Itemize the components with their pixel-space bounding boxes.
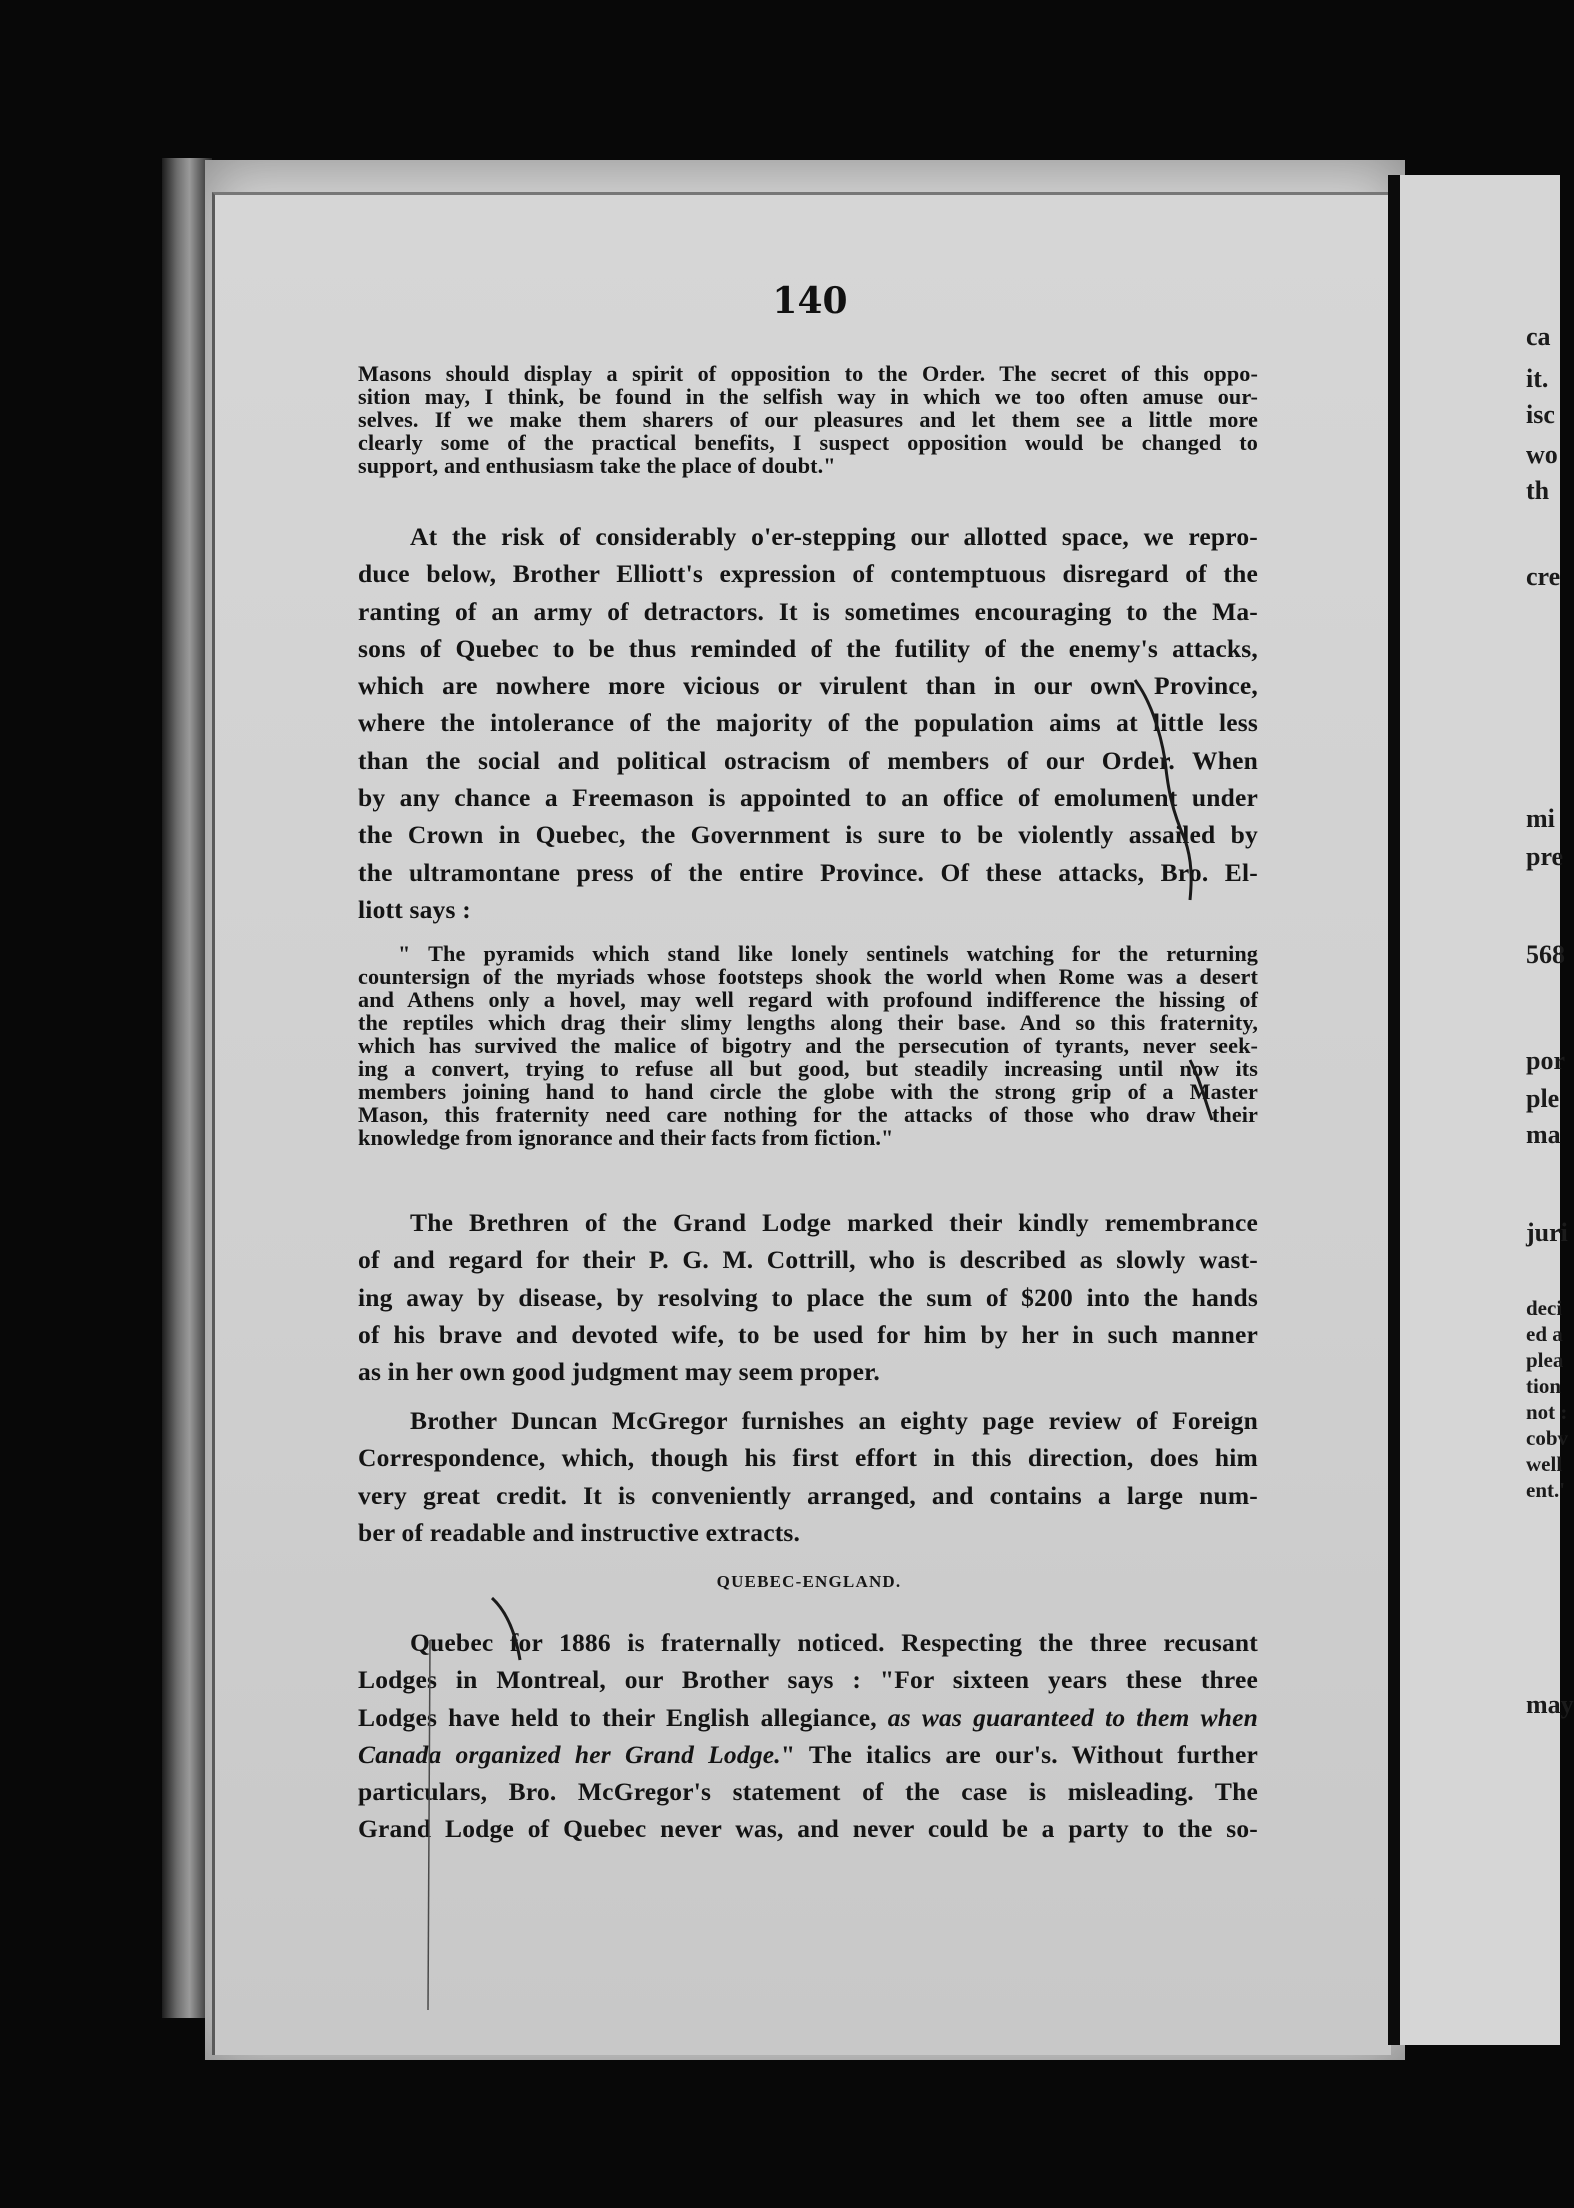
facing-page-fragment: cobv — [1526, 1426, 1568, 1450]
text-line: Correspondence, which, though his first effort in this direction, does him — [358, 1443, 1258, 1473]
text-line: The Brethren of the Grand Lodge marked their kindly remembrance — [410, 1208, 1258, 1237]
facing-page-fragment: isc — [1526, 400, 1555, 429]
text-line: than the social and political ostracism of members of our Order. When — [358, 745, 1258, 775]
text-line: which are nowhere more vicious or virulent than in our own Province, — [358, 671, 1258, 701]
facing-page-fragment: may — [1526, 1690, 1574, 1719]
text-line: particulars, Bro. McGregor's statement of the case is misleading. The — [358, 1777, 1258, 1807]
text-line: where the intolerance of the majority of the population aims at little less — [358, 708, 1258, 738]
text-line: Lodges in Montreal, our Brother says : "For sixteen years these three — [358, 1665, 1258, 1695]
text-line: knowledge from ignorance and their facts from fiction." — [358, 1125, 894, 1150]
facing-page-fragment: ma — [1526, 1120, 1561, 1149]
text-line: Brother Duncan McGregor furnishes an eighty page review of Foreign — [410, 1406, 1258, 1435]
facing-page-fragment: ca — [1526, 322, 1551, 351]
facing-page-fragment: ed a — [1526, 1322, 1563, 1346]
text-line: At the risk of considerably o'er-stepping our allotted space, we repro- — [410, 522, 1258, 551]
text-italic: Canada organized her Grand Lodge. — [358, 1739, 781, 1769]
text-line: duce below, Brother Elliott's expression of contemptuous disregard of the — [358, 559, 1258, 589]
text-roman: Lodges have held to their English allegiance, — [358, 1702, 888, 1732]
text-line: Mason, this fraternity need care nothing for the attacks of those who draw their — [358, 1102, 1258, 1127]
text-line: Quebec for 1886 is fraternally noticed. Respecting the three recusant — [410, 1628, 1258, 1657]
text-line: ranting of an army of detractors. It is sometimes encouraging to the Ma- — [358, 596, 1258, 626]
pencil-stroke — [1135, 680, 1191, 900]
facing-page-fragment: 568 — [1526, 940, 1565, 969]
pencil-stroke — [428, 1640, 430, 2010]
text-line: Masons should display a spirit of opposition to the Order. The secret of this oppo- — [358, 361, 1258, 386]
text-line: Grand Lodge of Quebec never was, and never could be a party to the so- — [358, 1814, 1258, 1844]
facing-page-fragment: not : — [1526, 1400, 1568, 1424]
text-line: as in her own good judgment may seem proper. — [358, 1357, 880, 1387]
facing-page-fragment: tion — [1526, 1374, 1562, 1398]
text-line: ing away by disease, by resolving to place the sum of $200 into the hands — [358, 1282, 1258, 1312]
text-line: very great credit. It is conveniently arranged, and contains a large num- — [358, 1480, 1258, 1510]
text-line: of and regard for their P. G. M. Cottrill, who is described as slowly wast- — [358, 1245, 1258, 1275]
page-number: 140 — [772, 280, 848, 322]
text-line: members joining hand to hand circle the globe with the strong grip of a Master — [358, 1079, 1258, 1104]
facing-page-fragment: ent.' — [1526, 1478, 1566, 1502]
text-roman: " The italics are our's. Without further — [780, 1739, 1258, 1769]
text-line: the reptiles which drag their slimy lengths along their base. And so this fraternity, — [358, 1010, 1258, 1035]
text-line: support, and enthusiasm take the place of doubt." — [358, 453, 836, 478]
text-line: liott says : — [358, 894, 471, 924]
text-line: selves. If we make them sharers of our pleasures and let them see a little more — [358, 407, 1258, 432]
facing-page-fragment: plea — [1526, 1348, 1564, 1372]
facing-page-fragment: cre — [1526, 562, 1561, 591]
facing-page-fragment: juri — [1526, 1218, 1568, 1247]
facing-page-fragment: mi — [1526, 804, 1555, 833]
text-italic: as was guaranteed to them when — [887, 1702, 1258, 1732]
facing-page-fragment: pre — [1526, 842, 1564, 871]
facing-page-fragment: th — [1526, 476, 1550, 505]
text-line: " The pyramids which stand like lonely sentinels watching for the returning — [398, 941, 1258, 966]
pencil-stroke — [1190, 1060, 1212, 1120]
text-line: clearly some of the practical benefits, I suspect opposition would be changed to — [358, 430, 1258, 455]
text-line: by any chance a Freemason is appointed to an office of emolument under — [358, 783, 1258, 813]
facing-page-fragment: wo — [1526, 440, 1558, 469]
text-line: the Crown in Quebec, the Government is sure to be violently assailed by — [358, 820, 1258, 850]
text-line: of his brave and devoted wife, to be used for him by her in such manner — [358, 1319, 1258, 1349]
text-line: ing a convert, trying to refuse all but good, but steadily increasing until now its — [358, 1056, 1258, 1081]
facing-page-fragment: deci — [1526, 1296, 1563, 1320]
pencil-stroke — [492, 1598, 520, 1660]
facing-page-fragment: well — [1526, 1452, 1563, 1476]
facing-page-fragment: it. — [1526, 364, 1549, 393]
text-line: the ultramontane press of the entire Province. Of these attacks, Bro. El- — [358, 857, 1258, 887]
text-line: and Athens only a hovel, may well regard with profound indifference the hissing of — [358, 987, 1258, 1012]
text-line: ber of readable and instructive extracts. — [358, 1517, 801, 1547]
text-line: countersign of the myriads whose footsteps shook the world when Rome was a desert — [358, 964, 1258, 989]
text-line: sons of Quebec to be thus reminded of the futility of the enemy's attacks, — [358, 633, 1258, 663]
facing-page-fragment: ple — [1526, 1084, 1560, 1113]
text-line: which has survived the malice of bigotry and the persecution of tyrants, never seek- — [358, 1033, 1258, 1058]
text-line: sition may, I think, be found in the selfish way in which we too often amuse our- — [358, 384, 1258, 409]
facing-page-fragment: por — [1526, 1046, 1565, 1075]
section-heading: QUEBEC-ENGLAND. — [716, 1572, 902, 1591]
